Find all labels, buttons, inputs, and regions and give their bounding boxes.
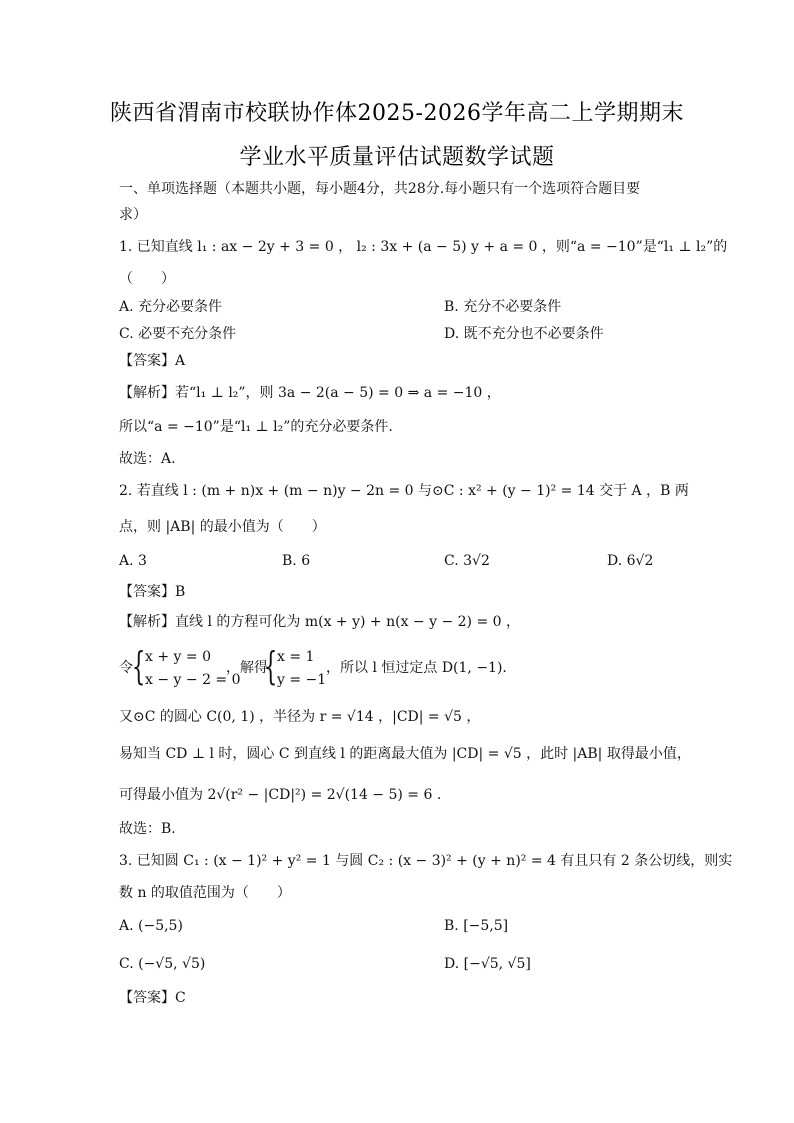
q3-option-b: B. [−5,5] <box>444 918 509 934</box>
system-2-eq-2: y = −1 <box>277 672 327 688</box>
system-1-eq-1: x + y = 0 <box>145 649 211 665</box>
q2-conclusion: 故选：B. <box>119 821 176 837</box>
system-suffix: ，所以 l 恒过定点 D(1, −1). <box>326 660 507 676</box>
q1-answer: 【答案】A <box>119 353 186 369</box>
q1-option-a: A. 充分必要条件 <box>119 299 223 315</box>
left-brace-1: { <box>132 644 146 688</box>
section-header-line-1: 一、单项选择题（本题共小题，每小题4分，共28分.每小题只有一个选项符合题目要 <box>119 181 641 197</box>
system-2-eq-1: x = 1 <box>277 649 315 665</box>
document-title-line-2: 学业水平质量评估试题数学试题 <box>239 145 555 170</box>
q3-option-d: D. [−√5, √5] <box>444 956 531 972</box>
system-mid-text: ，解得 <box>226 660 268 676</box>
q3-option-a: A. (−5,5) <box>119 918 183 934</box>
q1-option-b: B. 充分不必要条件 <box>444 299 562 315</box>
q1-stem-line-2: （ ） <box>119 271 175 287</box>
q1-option-d: D. 既不充分也不必要条件 <box>444 326 604 342</box>
q1-analysis-line-1: 【解析】若“l₁ ⊥ l₂”，则 3a − 2(a − 5) = 0 ⇒ a = −10 ， <box>119 385 501 401</box>
q2-analysis-line-5: 可得最小值为 2√(r² − |CD|²) = 2√(14 − 5) = 6 . <box>119 787 442 803</box>
q2-option-c: C. 3√2 <box>444 553 490 569</box>
q2-analysis-line-4: 易知当 CD ⊥ l 时，圆心 C 到直线 l 的距离最大值为 |CD| = √5 ，此时 |AB| 取得最小值， <box>119 746 691 762</box>
system-1-eq-2: x − y − 2 = 0 <box>145 672 241 688</box>
left-brace-2: { <box>264 644 278 688</box>
q2-option-a: A. 3 <box>119 553 147 569</box>
q3-stem-line-1: 3. 已知圆 C₁ : (x − 1)² + y² = 1 与圆 C₂ : (x − 3)² + (y + n)² = 4 有且只有 2 条公切线，则实 <box>119 853 733 869</box>
q2-stem-line-2: 点，则 |AB| 的最小值为（ ） <box>119 519 326 535</box>
q2-stem-line-1: 2. 若直线 l : (m + n)x + (m − n)y − 2n = 0 与⊙C : x² + (y − 1)² = 14 交于 A ，B 两 <box>119 483 689 499</box>
document-title-line-1: 陕西省渭南市校联协作体2025-2026学年高二上学期期末 <box>110 101 684 126</box>
q1-stem-line-1: 1. 已知直线 l₁ : ax − 2y + 3 = 0 ， l₂ : 3x + (a − 5) y + a = 0 ，则“a = −10”是“l₁ ⊥ l₂”的 <box>119 239 728 255</box>
q3-option-c: C. (−√5, √5) <box>119 956 206 972</box>
system-prefix: 令 <box>119 660 133 676</box>
q1-analysis-line-2: 所以“a = −10”是“l₁ ⊥ l₂”的充分必要条件. <box>119 419 393 435</box>
q2-analysis-line-3: 又⊙C 的圆心 C(0, 1) ，半径为 r = √14 ，|CD| = √5 ， <box>119 709 481 725</box>
q2-analysis-line-1: 【解析】直线 l 的方程可化为 m(x + y) + n(x − y − 2) = 0 ， <box>119 614 520 630</box>
q2-option-b: B. 6 <box>282 553 311 569</box>
q1-conclusion: 故选：A. <box>119 451 176 467</box>
q2-option-d: D. 6√2 <box>607 553 654 569</box>
section-header-line-2: 求） <box>119 207 147 223</box>
q3-stem-line-2: 数 n 的取值范围为（ ） <box>119 885 291 901</box>
q1-option-c: C. 必要不充分条件 <box>119 326 237 342</box>
q3-answer: 【答案】C <box>119 990 186 1006</box>
q2-answer: 【答案】B <box>119 584 186 600</box>
